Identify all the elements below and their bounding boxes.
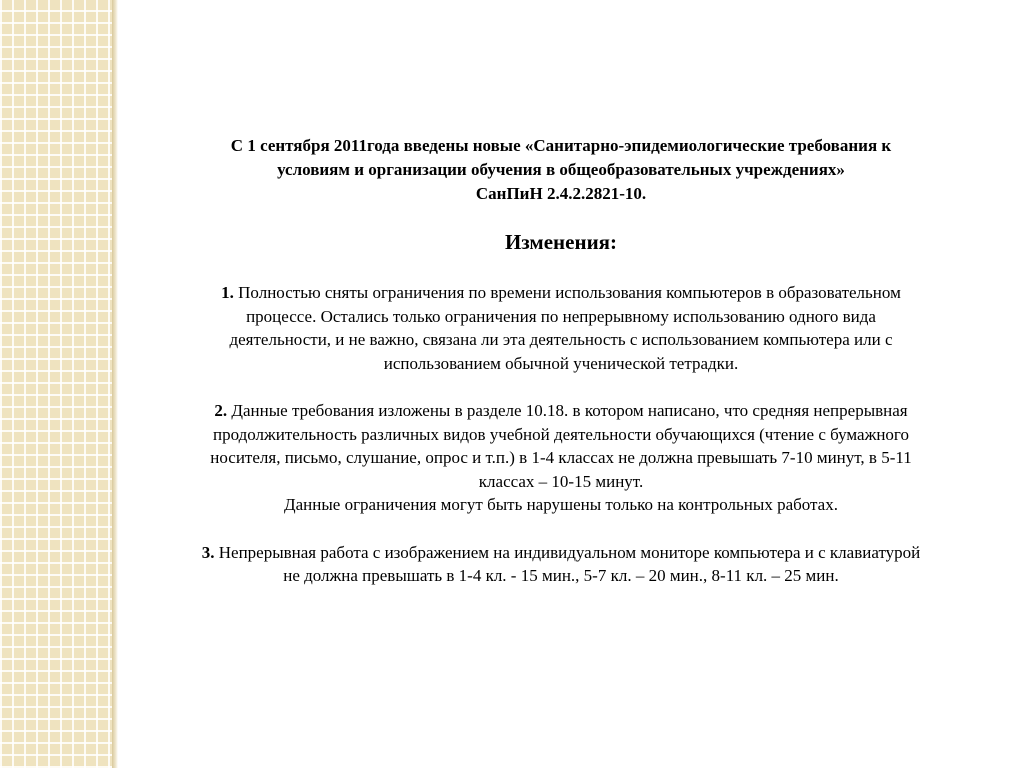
- item-text-line: Непрерывная работа с изображением на индивидуальном мониторе компьютера и с клавиатурой: [214, 542, 921, 562]
- change-item-2: [130, 399, 992, 517]
- item-text-line: деятельности, и не важно, связана ли эта деятельность с использованием компьютера или с: [229, 330, 893, 349]
- item-number: 2.: [214, 401, 228, 420]
- item-text-line: не должна превышать в 1-4 кл. - 15 мин., 5-7 кл. – 20 мин., 8-11 кл. – 25 мин.: [283, 566, 839, 585]
- item-text-line: Данные ограничения могут быть нарушены только на контрольных работах.: [284, 495, 838, 514]
- intro-heading: [130, 134, 992, 206]
- slide-content: [130, 134, 992, 588]
- item-text-line: продолжительность различных видов учебной деятельности обучающихся (чтение с бумажного: [213, 424, 909, 444]
- item-number: 1.: [221, 283, 234, 302]
- intro-line-2: условиям и организации обучения в общеобразовательных учреждениях»: [277, 160, 845, 179]
- item-text-line: классах – 10-15 минут.: [478, 471, 644, 491]
- change-item-1: [130, 281, 992, 375]
- item-text-line: процессе. Остались только ограничения по непрерывному использованию одного вида: [246, 306, 876, 326]
- item-number: 3.: [201, 542, 215, 562]
- decorative-side-border: [0, 0, 112, 768]
- item-text-line: Данные требования изложены в разделе 10.18. в котором написано, что средняя непрерывная: [227, 401, 908, 420]
- intro-line-3: СанПиН 2.4.2.2821-10.: [475, 184, 647, 203]
- item-text-line: носителя, письмо, слушание, опрос и т.п.) в 1-4 классах не должна превышать 7-10 минут, в 5-11: [210, 448, 912, 467]
- side-border-edge: [112, 0, 118, 768]
- item-text-line: использованием обычной ученической тетрадки.: [383, 353, 739, 373]
- changes-title: Изменения:: [504, 230, 618, 254]
- intro-line-1: С 1 сентября 2011года введены новые «Санитарно-эпидемиологические требования к: [230, 136, 892, 155]
- change-item-3: [130, 541, 992, 588]
- item-text-line: Полностью сняты ограничения по времени использования компьютеров в образовательном: [233, 283, 901, 302]
